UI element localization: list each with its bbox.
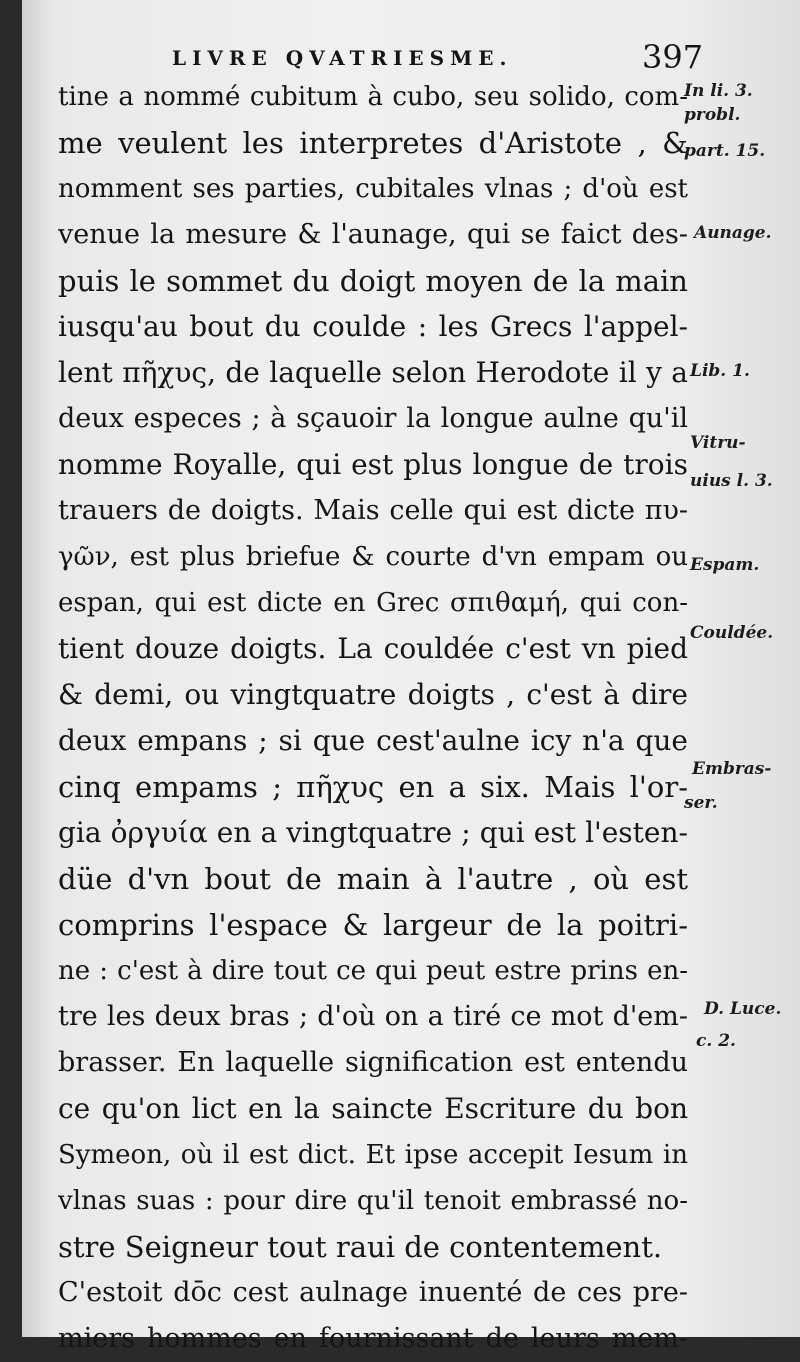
text-line: nomment ses parties, cubitales vlnas ; d'où est: [58, 174, 688, 204]
text-line: comprins l'espace & largeur de la poitri-: [58, 908, 688, 942]
page-number: 397: [642, 38, 704, 76]
text-line: lent πῆχυς, de laquelle selon Herodote il y a: [58, 356, 688, 389]
text-line: espan, qui est dicte en Grec σπιθαμή, qui con-: [58, 588, 688, 618]
text-line: brasser. En laquelle signification est entendu: [58, 1047, 688, 1078]
margin-note: D. Luce.: [704, 999, 782, 1019]
text-line: puis le sommet du doigt moyen de la main: [58, 264, 688, 298]
text-line: tient douze doigts. La couldée c'est vn pied: [58, 632, 688, 665]
text-line: C'estoit dōc cest aulnage inuenté de ces pre-: [58, 1277, 688, 1308]
text-line: & demi, ou vingtquatre doigts , c'est à dire: [58, 678, 688, 711]
text-line: ne : c'est à dire tout ce qui peut estre prins en-: [58, 956, 688, 986]
text-line: venue la mesure & l'aunage, qui se faict des-: [58, 219, 688, 250]
text-line: deux especes ; à sçauoir la longue aulne qu'il: [58, 403, 688, 434]
margin-note: uius l. 3.: [690, 471, 773, 491]
text-line: me veulent les interpretes d'Aristote , &: [58, 126, 688, 160]
margin-note: c. 2.: [696, 1031, 736, 1051]
text-line: iusqu'au bout du coulde : les Grecs l'appel-: [58, 310, 688, 343]
text-line: stre Seigneur tout raui de contentement.: [58, 1230, 663, 1264]
margin-note: Lib. 1.: [690, 361, 750, 381]
margin-note: Espam.: [690, 555, 760, 575]
text-line: trauers de doigts. Mais celle qui est dicte πυ-: [58, 495, 688, 526]
text-line: düe d'vn bout de main à l'autre , où est: [58, 862, 688, 896]
margin-note: Aunage.: [694, 223, 772, 243]
text-line: tre les deux bras ; d'où on a tiré ce mot d'em-: [58, 1001, 688, 1032]
text-line: ce qu'on lict en la saincte Escriture du bon: [58, 1092, 688, 1125]
running-title: LIVRE QVATRIESME.: [172, 46, 513, 70]
margin-note: part. 15.: [684, 141, 766, 161]
margin-note: probl.: [684, 105, 741, 125]
margin-note: ser.: [684, 793, 718, 813]
margin-note: Couldée.: [690, 623, 774, 643]
text-line: deux empans ; si que cest'aulne icy n'a que: [58, 724, 688, 757]
text-line: nomme Royalle, qui est plus longue de trois: [58, 448, 688, 481]
body-text: [58, 74, 688, 1362]
margin-note: Embras-: [692, 759, 772, 779]
text-line: cinq empams ; πῆχυς en a six. Mais l'or-: [58, 770, 688, 804]
margin-note: Vitru-: [690, 433, 746, 453]
text-line: vlnas suas : pour dire qu'il tenoit embrassé no-: [58, 1186, 688, 1216]
margin-note: In li. 3.: [684, 81, 753, 101]
text-line: Symeon, où il est dict. Et ipse accepit Iesum in: [58, 1140, 688, 1170]
text-line: miers hommes en fournissant de leurs mem-: [58, 1323, 688, 1354]
text-line: γῶν, est plus briefue & courte d'vn empam ou: [58, 542, 688, 572]
book-page: [22, 0, 800, 1354]
text-line: gia ὀργυία en a vingtquatre ; qui est l'esten-: [58, 816, 688, 849]
text-line: tine a nommé cubitum à cubo, seu solido, com-: [58, 82, 688, 112]
